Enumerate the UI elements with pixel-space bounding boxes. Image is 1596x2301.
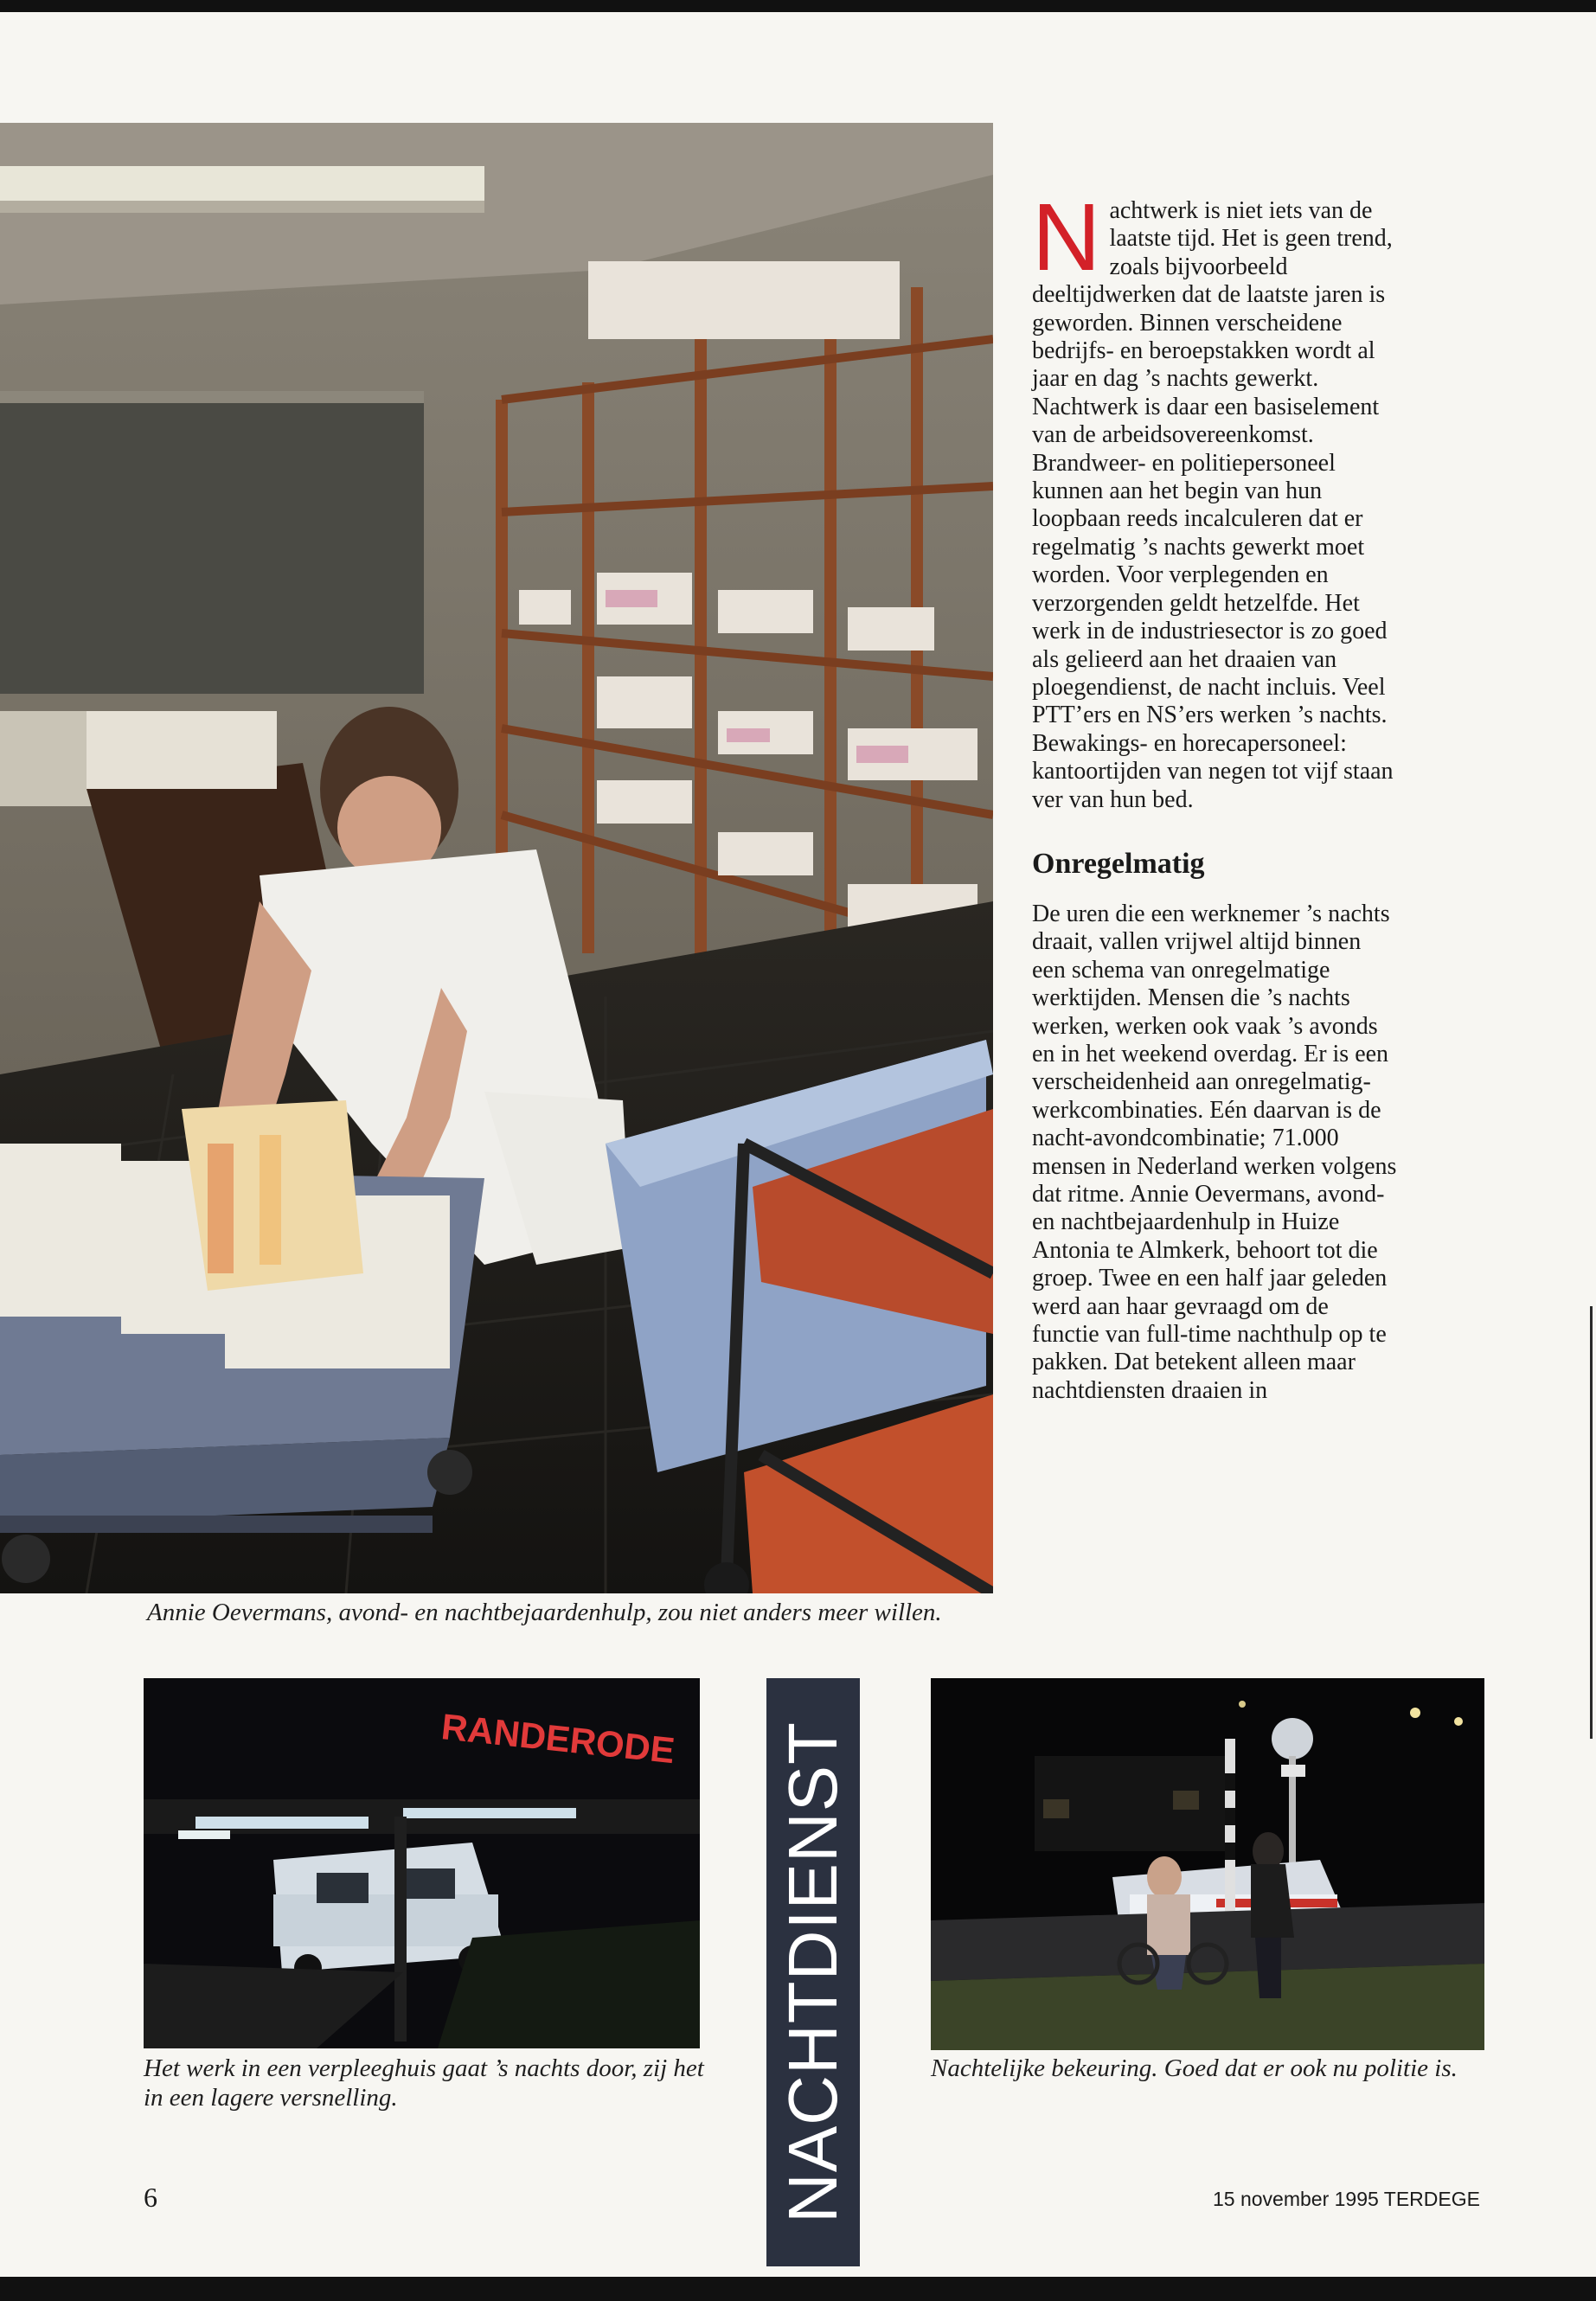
article-subheading: Onregelmatig <box>1032 847 1205 880</box>
article-body-paragraph: De uren die een werknemer ’s nachts draait, vallen vrijwel altijd binnen een schema van onregelmatige werktijden. Mensen die ’s nachts werken, werken ook vaak ’s avonds en in het weekend overdag. Er is een verscheidenheid aan onregelmatig-werkcombinaties. Eén daarvan is de nacht-avondcombinatie; 71.000 mensen in Nederland werken volgens dat ritme. Annie Oevermans, avond- en nachtbejaardenhulp in Huize Antonia te Almkerk, behoort tot die groep. Twee en een half jaar geleden werd aan haar gevraagd om de functie van full-time nachthulp op te pakken. Dat betekent alleen maar nachtdiensten draaien in <box>1032 900 1397 1404</box>
photo-police-traffic-stop <box>931 1678 1484 2050</box>
scan-edge-bottom <box>0 2277 1596 2301</box>
scan-edge-top <box>0 0 1596 12</box>
drop-cap: N <box>1032 184 1101 291</box>
caption-right-photo: Nachtelijke bekeuring. Goed dat er ook nu politie is. <box>931 2054 1458 2082</box>
article-column <box>1032 184 1399 1405</box>
issue-dateline: 15 november 1995 TERDEGE <box>1213 2188 1480 2210</box>
section-banner <box>766 1678 860 2266</box>
caption-main-photo: Annie Oevermans, avond- en nachtbejaardenhulp, zou niet anders meer willen. <box>147 1599 942 1626</box>
article-intro-paragraph <box>1032 184 1399 814</box>
randerode-sign: RANDERODE <box>439 1706 677 1772</box>
photo-linen-room <box>0 123 993 1593</box>
section-banner-title: NACHTDIENST <box>774 1721 851 2223</box>
page-number: 6 <box>144 2182 157 2213</box>
caption-left-photo: Het werk in een verpleeghuis gaat ’s nachts door, zij het in een lagere versnelling. <box>144 2054 704 2112</box>
scan-edge-mark <box>1590 1306 1593 1739</box>
article-intro-text: achtwerk is niet iets van de laatste tijd. Het is geen trend, zoals bijvoorbeeld deeltijdwerken dat de laatste jaren is geworden. Binnen verscheidene bedrijfs- en beroepstakken wordt al jaar en dag ’s nachts gewerkt. Nachtwerk is daar een basiselement van de arbeidsovereenkomst. Brandweer- en politiepersoneel kunnen aan het begin van hun loopbaan reeds incalculeren dat er regelmatig ’s nachts gewerkt moet worden. Voor verplegenden en verzorgenden geldt hetzelfde. Het werk in de industriesector is zo goed als gelieerd aan het draaien van ploegendienst, de nacht incluis. Veel PTT’ers en NS’ers werken ’s nachts. Bewakings- en horecapersoneel: kantoortijden van negen tot vijf staan ver van hun bed. <box>1032 197 1394 813</box>
photo-nursing-home-night <box>144 1678 700 2048</box>
